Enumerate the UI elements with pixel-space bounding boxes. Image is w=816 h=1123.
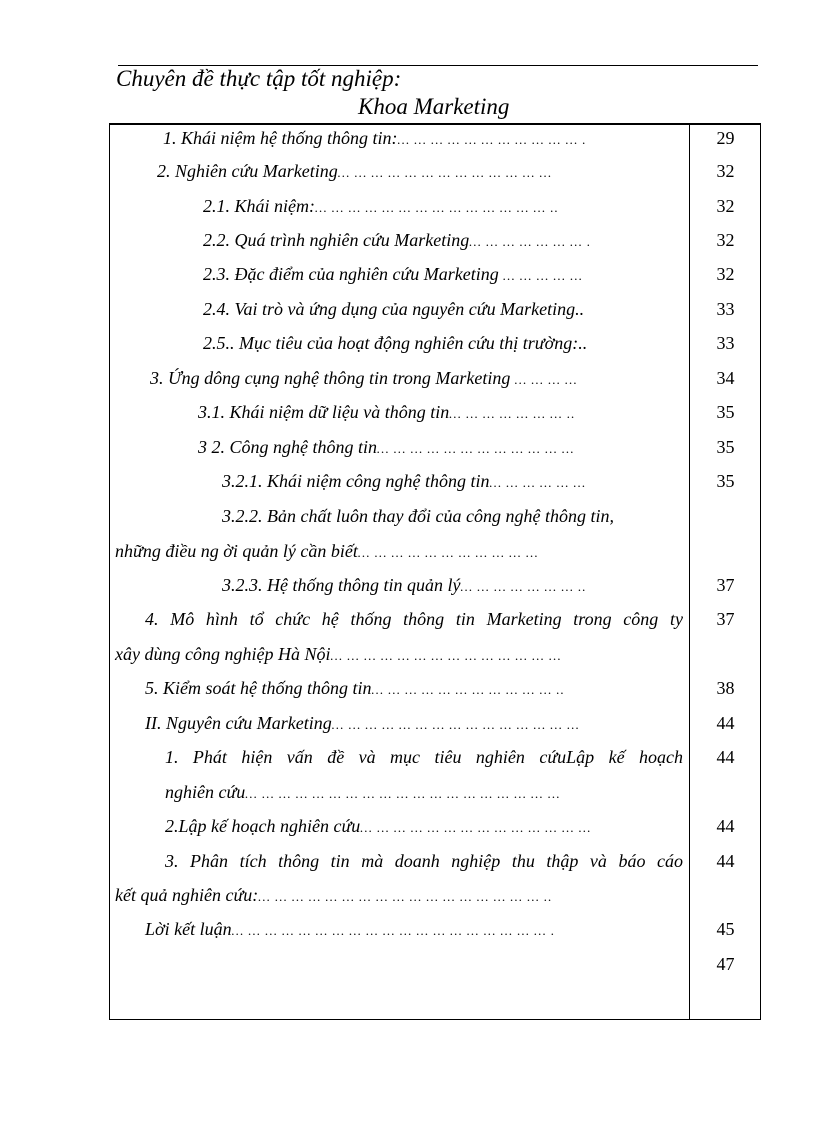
toc-entry: 1. Phát hiện vấn đề và mục tiêu nghiên cứuLập kế hoạch (165, 747, 683, 767)
toc-page-number: 47 (716, 954, 735, 974)
toc-page-number: 29 (716, 128, 735, 148)
toc-page-number: 45 (716, 919, 735, 939)
toc-page-number: 34 (716, 368, 735, 388)
toc-page-number: 32 (716, 161, 735, 181)
toc-page-number: 33 (716, 333, 735, 353)
toc-entry: Lời kết luận… … … … … … … … … … … … … … … … … … … . (145, 919, 556, 939)
toc-entry: 2.4. Vai trò và ứng dụng của nguyên cứu Marketing.. (203, 299, 585, 319)
toc-entry: 3. Ứng dông cụng nghệ thông tin trong Marketing … … … … (150, 368, 578, 388)
toc-page-number: 33 (716, 299, 735, 319)
toc-page-number: 44 (716, 713, 735, 733)
toc-entry: kết quả nghiên cứu:… … … … … … … … … … … … … … … … … .. (115, 885, 553, 905)
toc-entry: 1. Khái niệm hệ thống thông tin:… … … … … … … … … … … . (163, 128, 587, 148)
toc-entry: 2.Lập kế hoạch nghiên cứu… … … … … … … … … … … … … … (165, 816, 592, 836)
toc-entry: II. Nguyên cứu Marketing… … … … … … … … … … … … … … … (145, 713, 580, 733)
toc-entry: 3.2.3. Hệ thống thông tin quản lý… … … … … … … .. (222, 575, 587, 595)
toc-entry: 5. Kiểm soát hệ thống thông tin… … … … … … … … … … … .. (145, 678, 565, 698)
toc-entry: 2. Nghiên cứu Marketing… … … … … … … … … … … … … (157, 161, 553, 181)
toc-entry: những điều ng ời quản lý cần biết… … … … … … … … … … … (115, 541, 539, 561)
toc-entry: 2.1. Khái niệm:… … … … … … … … … … … … … … .. (203, 196, 559, 216)
toc-page-number: 32 (716, 230, 735, 250)
document-title: Chuyên đề thực tập tốt nghiệp: (116, 66, 402, 91)
toc-page-number: 37 (716, 575, 735, 595)
toc-entry: nghiên cứu… … … … … … … … … … … … … … … … … … … (165, 782, 561, 802)
toc-page-number: 32 (716, 264, 735, 284)
toc-entry: 3.2.2. Bản chất luôn thay đổi của công nghệ thông tin, (222, 506, 614, 526)
toc-entry: 2.5.. Mục tiêu của hoạt động nghiên cứu thị trường:.. (203, 333, 588, 353)
toc-entry: 3.2.1. Khái niệm công nghệ thông tin… … … … … … (222, 471, 587, 491)
toc-entry: 4. Mô hình tổ chức hệ thống thông tin Marketing trong công ty (145, 609, 683, 629)
toc-page-number: 37 (716, 609, 735, 629)
toc-page-number: 35 (716, 437, 735, 457)
toc-page-number: 44 (716, 851, 735, 871)
faculty-name: Khoa Marketing (358, 94, 510, 119)
toc-page-number: 32 (716, 196, 735, 216)
toc-entry: xây dùng công nghiệp Hà Nội… … … … … … … … … … … … … … (115, 644, 562, 664)
toc-page-number: 35 (716, 471, 735, 491)
toc-entry: 2.2. Quá trình nghiên cứu Marketing… … … … … … … . (203, 230, 592, 250)
toc-entry: 3. Phân tích thông tin mà doanh nghiệp thu thập và báo cáo (165, 851, 683, 871)
toc-page-number: 38 (716, 678, 735, 698)
toc-entry: 3.1. Khái niệm dữ liệu và thông tin… … … … … … … .. (198, 402, 576, 422)
toc-entry: 2.3. Đặc điểm của nghiên cứu Marketing … … … … … (203, 264, 583, 284)
toc-page-number: 44 (716, 816, 735, 836)
toc-page-number: 35 (716, 402, 735, 422)
toc-page-number: 44 (716, 747, 735, 767)
toc-entry: 3 2. Công nghệ thông tin… … … … … … … … … … … … (198, 437, 575, 457)
